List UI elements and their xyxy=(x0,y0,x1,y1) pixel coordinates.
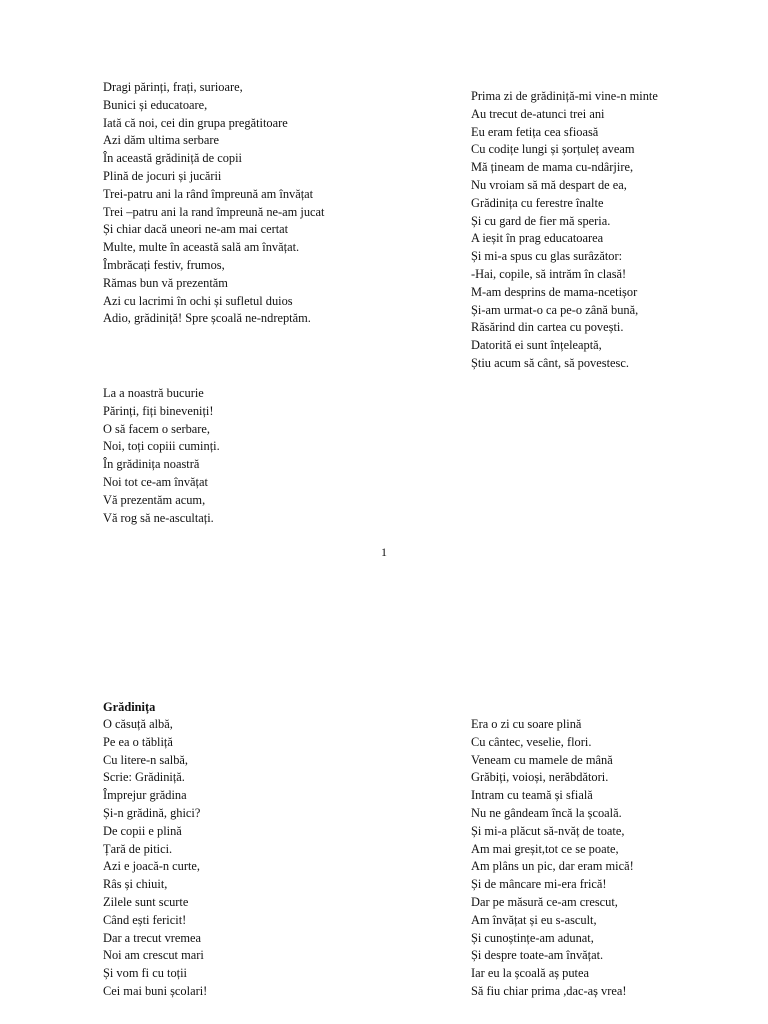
poem-line: Adio, grădiniță! Spre școală ne-ndreptăm. xyxy=(103,311,311,326)
poem-line: Zilele sunt scurte xyxy=(103,894,189,909)
poem-line: Știu acum să cânt, să povestesc. xyxy=(471,355,629,370)
poem-right-page-2 xyxy=(471,716,634,1001)
poem-line: Rămas bun vă prezentăm xyxy=(103,275,228,290)
poem-line: Părinți, fiți bineveniți! xyxy=(103,403,214,418)
poem-line: Grăbiți, voioși, nerăbdători. xyxy=(471,770,609,785)
poem-line: M-am desprins de mama-ncetișor xyxy=(471,284,638,299)
poem-line: Și cu gard de fier mă speria. xyxy=(471,213,611,228)
poem-line: Și mi-a plăcut să-nvăț de toate, xyxy=(471,823,625,838)
page-number: 1 xyxy=(381,545,387,559)
poem-line: Și-am urmat-o ca pe-o zână bună, xyxy=(471,302,639,317)
poem-line: Plină de jocuri și jucării xyxy=(103,168,222,183)
poem-line: Datorită ei sunt înțeleaptă, xyxy=(471,338,602,353)
poem-line: Dragi părinți, frați, surioare, xyxy=(103,80,243,94)
poem-line: Iar eu la școală aș putea xyxy=(471,966,589,981)
poem-gradinita xyxy=(103,716,207,1001)
poem-line: A ieșit în prag educatoarea xyxy=(471,231,604,246)
poem-top-right xyxy=(471,88,658,373)
poem-title-gradinita: Grădinița xyxy=(103,700,156,714)
poem-line: Prima zi de grădiniță-mi vine-n minte xyxy=(471,89,658,103)
poem-line: Noi tot ce-am învățat xyxy=(103,474,208,489)
poem-line: Râs și chiuit, xyxy=(103,877,168,892)
poem-top-left xyxy=(103,79,324,328)
poem-line: Scrie: Grădiniță. xyxy=(103,770,185,785)
poem-line: Să fiu chiar prima ,dac-aș vrea! xyxy=(471,983,627,998)
poem-line: Pe ea o tăbliță xyxy=(103,734,173,749)
poem-line: Am mai greșit,tot ce se poate, xyxy=(471,841,619,856)
poem-line: Era o zi cu soare plină xyxy=(471,717,582,731)
poem-line: Cu litere-n salbă, xyxy=(103,752,188,767)
poem-line: Trei –patru ani la rand împreună ne-am jucat xyxy=(103,204,325,219)
poem-line: Au trecut de-atunci trei ani xyxy=(471,106,605,121)
poem-line: Grădinița cu ferestre înalte xyxy=(471,195,604,210)
poem-line: Împrejur grădina xyxy=(103,788,187,803)
poem-line: Multe, multe în această sală am învățat. xyxy=(103,240,300,255)
poem-line: Cei mai buni școlari! xyxy=(103,983,208,998)
poem-line: Și mi-a spus cu glas surâzător: xyxy=(471,249,623,264)
poem-line: La a noastră bucurie xyxy=(103,386,204,400)
poem-line: Vă prezentăm acum, xyxy=(103,492,206,507)
poem-line: Nu ne gândeam încă la școală. xyxy=(471,805,622,820)
poem-line: Îmbrăcați festiv, frumos, xyxy=(103,257,225,272)
poem-line: Cu cântec, veselie, flori. xyxy=(471,734,592,749)
poem-line: Când ești fericit! xyxy=(103,912,187,927)
poem-line: Răsărind din cartea cu povești. xyxy=(471,320,624,335)
poem-line: Noi am crescut mari xyxy=(103,948,204,963)
poem-line: De copii e plină xyxy=(103,823,182,838)
poem-line: Și vom fi cu toții xyxy=(103,966,187,981)
poem-line: În grădinița noastră xyxy=(103,457,200,472)
poem-line: O să facem o serbare, xyxy=(103,421,210,436)
poem-line: Dar pe măsură ce-am crescut, xyxy=(471,894,618,909)
poem-line: Intram cu teamă și sfială xyxy=(471,788,593,803)
poem-line: Iată că noi, cei din grupa pregătitoare xyxy=(103,115,288,130)
poem-line: Trei-patru ani la rând împreună am învățat xyxy=(103,186,314,201)
poem-line: Țară de pitici. xyxy=(103,841,173,856)
poem-line: Noi, toți copiii cuminți. xyxy=(103,439,220,454)
poem-line: O căsuță albă, xyxy=(103,717,173,731)
poem-line: Și chiar dacă uneori ne-am mai certat xyxy=(103,222,289,237)
poem-line: Azi dăm ultima serbare xyxy=(103,133,219,148)
poem-line: Dar a trecut vremea xyxy=(103,930,202,945)
poem-bottom-left xyxy=(103,385,220,527)
poem-line: -Hai, copile, să intrăm în clasă! xyxy=(471,266,627,281)
poem-line: Am învățat și eu s-ascult, xyxy=(471,912,597,927)
poem-line: Și cunoștințe-am adunat, xyxy=(471,930,594,945)
poem-line: Nu vroiam să mă despart de ea, xyxy=(471,177,627,192)
poem-line: Azi cu lacrimi în ochi și sufletul duios xyxy=(103,293,293,308)
poem-line: Vă rog să ne-ascultați. xyxy=(103,510,214,525)
poem-line: Mă țineam de mama cu-ndârjire, xyxy=(471,160,634,175)
poem-line: Bunici și educatoare, xyxy=(103,97,208,112)
poem-line: Am plâns un pic, dar eram mică! xyxy=(471,859,634,874)
poem-line: Cu codițe lungi și șorțuleț aveam xyxy=(471,142,635,157)
poem-line: Eu eram fetița cea sfioasă xyxy=(471,124,599,139)
poem-line: Veneam cu mamele de mână xyxy=(471,752,613,767)
poem-line: În această grădiniță de copii xyxy=(103,151,242,166)
poem-line: Și-n grădină, ghici? xyxy=(103,805,201,820)
poem-line: Azi e joacă-n curte, xyxy=(103,859,201,874)
poem-line: Și de mâncare mi-era frică! xyxy=(471,877,607,892)
poem-line: Și despre toate-am învățat. xyxy=(471,948,604,963)
